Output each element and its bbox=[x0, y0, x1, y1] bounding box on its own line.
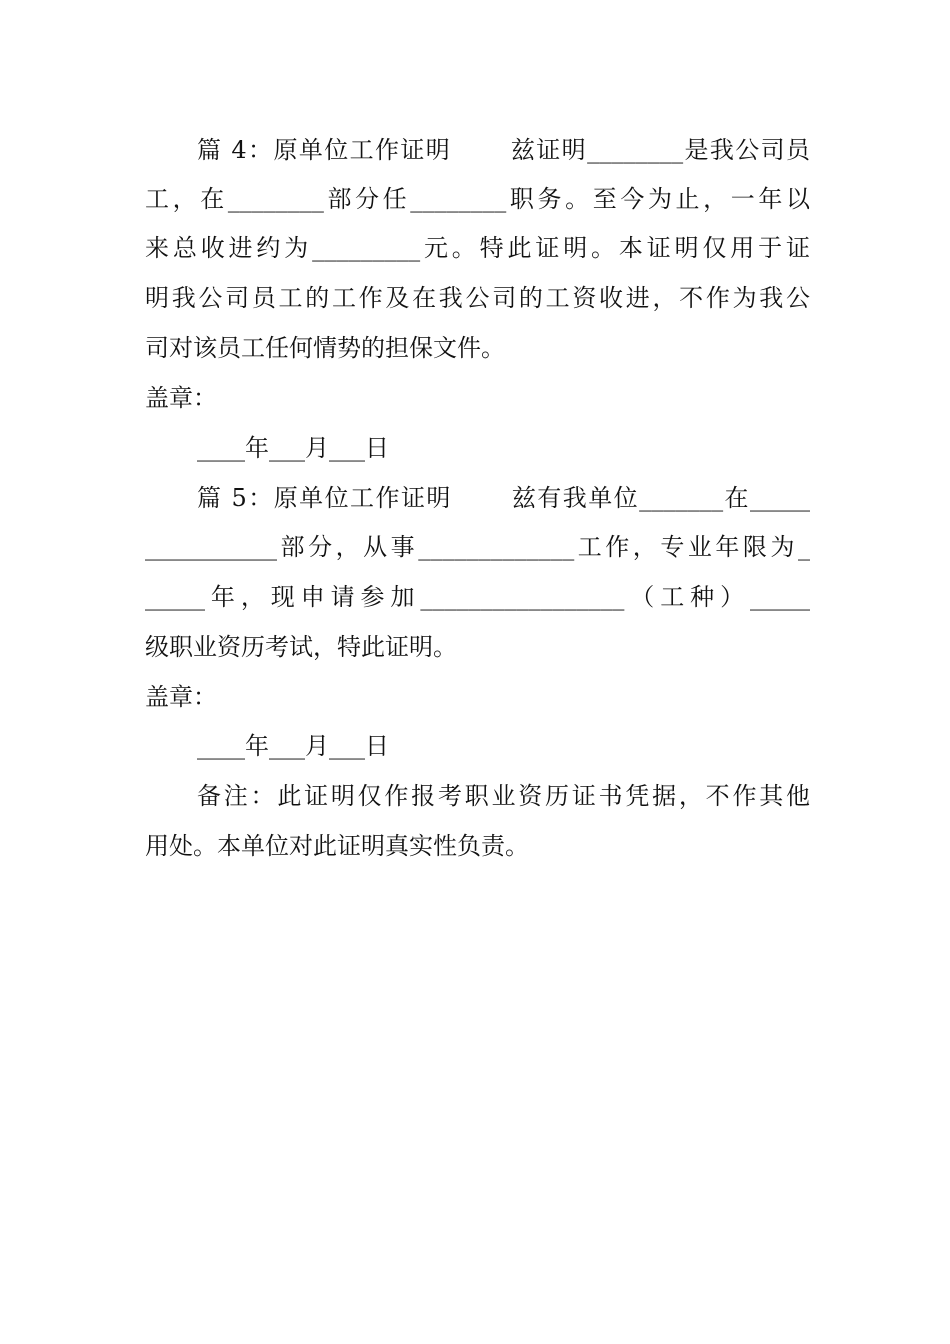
section-4-line-1: 篇 4：原单位工作证明 兹证明________是我公司员 bbox=[197, 136, 810, 164]
section-5-line-4: 级职业资历考试，特此证明。 bbox=[145, 633, 457, 661]
seal-label-2: 盖章： bbox=[145, 683, 217, 711]
section-4-line-5: 司对该员工任何情势的担保文件。 bbox=[145, 334, 505, 362]
section-4-line-3: 来总收进约为_________元。特此证明。本证明仅用于证 bbox=[145, 234, 810, 262]
date-line-2: ____年___月___日 bbox=[197, 732, 389, 760]
section-4-line-4: 明我公司员工的工作及在我公司的工资收进，不作为我公 bbox=[145, 284, 810, 312]
section-5-line-2: ___________部分，从事_____________工作，专业年限为_ bbox=[145, 533, 810, 561]
remark-line-2: 用处。本单位对此证明真实性负责。 bbox=[145, 832, 529, 860]
section-4-line-2: 工，在________部分任________职务。至今为止，一年以 bbox=[145, 185, 810, 213]
remark-line-1: 备注：此证明仅作报考职业资历证书凭据，不作其他 bbox=[197, 782, 810, 810]
section-5-line-1: 篇 5：原单位工作证明 兹有我单位_______在_____ bbox=[197, 484, 810, 512]
section-5-line-3: _____年，现申请参加_________________（工种）_____ bbox=[145, 583, 810, 611]
date-line-1: ____年___月___日 bbox=[197, 434, 389, 462]
seal-label-1: 盖章： bbox=[145, 384, 217, 412]
